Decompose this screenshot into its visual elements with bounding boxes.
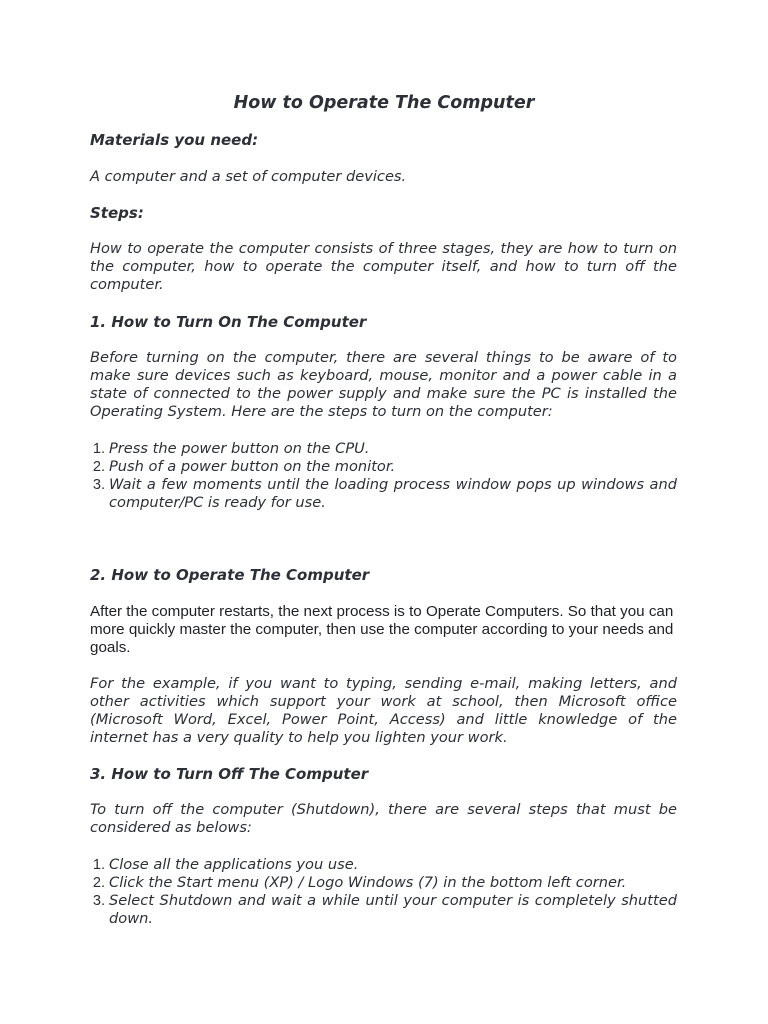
list-item-number: 3. bbox=[92, 477, 105, 493]
section1-paragraph: Before turning on the computer, there are several things to be aware of to make sure devices such as keyboard, mouse, monitor and a power cable in a state of connected to the power supply and make sure the PC is installed the Operating System. Here are the steps to turn on the computer: bbox=[90, 349, 677, 420]
section1-heading: 1. How to Turn On The Computer bbox=[90, 313, 367, 331]
section1-step-list bbox=[90, 440, 677, 512]
list-item bbox=[90, 440, 677, 458]
list-item bbox=[90, 874, 677, 892]
section3-step-list bbox=[90, 856, 677, 928]
list-item-number: 3. bbox=[92, 893, 105, 909]
list-item bbox=[90, 856, 677, 874]
list-item bbox=[90, 892, 677, 928]
materials-heading: Materials you need: bbox=[90, 131, 259, 149]
list-item bbox=[90, 458, 677, 476]
list-item bbox=[90, 476, 677, 512]
materials-text: A computer and a set of computer devices. bbox=[90, 168, 407, 185]
document-title: How to Operate The Computer bbox=[233, 93, 535, 113]
list-item-text: Push of a power button on the monitor. bbox=[109, 458, 396, 475]
section3-heading: 3. How to Turn Off The Computer bbox=[90, 765, 369, 783]
list-item-number: 2. bbox=[92, 875, 105, 891]
list-item-text: Select Shutdown and wait a while until your computer is completely shutted down. bbox=[109, 892, 677, 927]
steps-heading: Steps: bbox=[90, 204, 144, 222]
list-item-number: 1. bbox=[92, 441, 105, 457]
section3-paragraph: To turn off the computer (Shutdown), there are several steps that must be considered as belows: bbox=[90, 801, 677, 836]
list-item-text: Press the power button on the CPU. bbox=[109, 440, 370, 457]
intro-paragraph: How to operate the computer consists of three stages, they are how to turn on the computer, how to operate the computer itself, and how to turn off the computer. bbox=[90, 240, 677, 293]
list-item-number: 1. bbox=[92, 857, 105, 873]
section2-paragraph-1: After the computer restarts, the next process is to Operate Computers. So that you can more quickly master the computer, then use the computer according to your needs and goals. bbox=[90, 603, 674, 656]
list-item-text: Close all the applications you use. bbox=[109, 856, 359, 873]
list-item-text: Click the Start menu (XP) / Logo Windows (7) in the bottom left corner. bbox=[109, 874, 627, 891]
section2-paragraph-2: For the example, if you want to typing, sending e-mail, making letters, and other activities which support your work at school, then Microsoft office (Microsoft Word, Excel, Power Point, Access) and little knowledge of the internet has a very quality to help you lighten your work. bbox=[90, 675, 677, 746]
section2-heading: 2. How to Operate The Computer bbox=[90, 566, 370, 584]
list-item-text: Wait a few moments until the loading process window pops up windows and computer/PC is ready for use. bbox=[109, 476, 677, 511]
list-item-number: 2. bbox=[92, 459, 105, 475]
